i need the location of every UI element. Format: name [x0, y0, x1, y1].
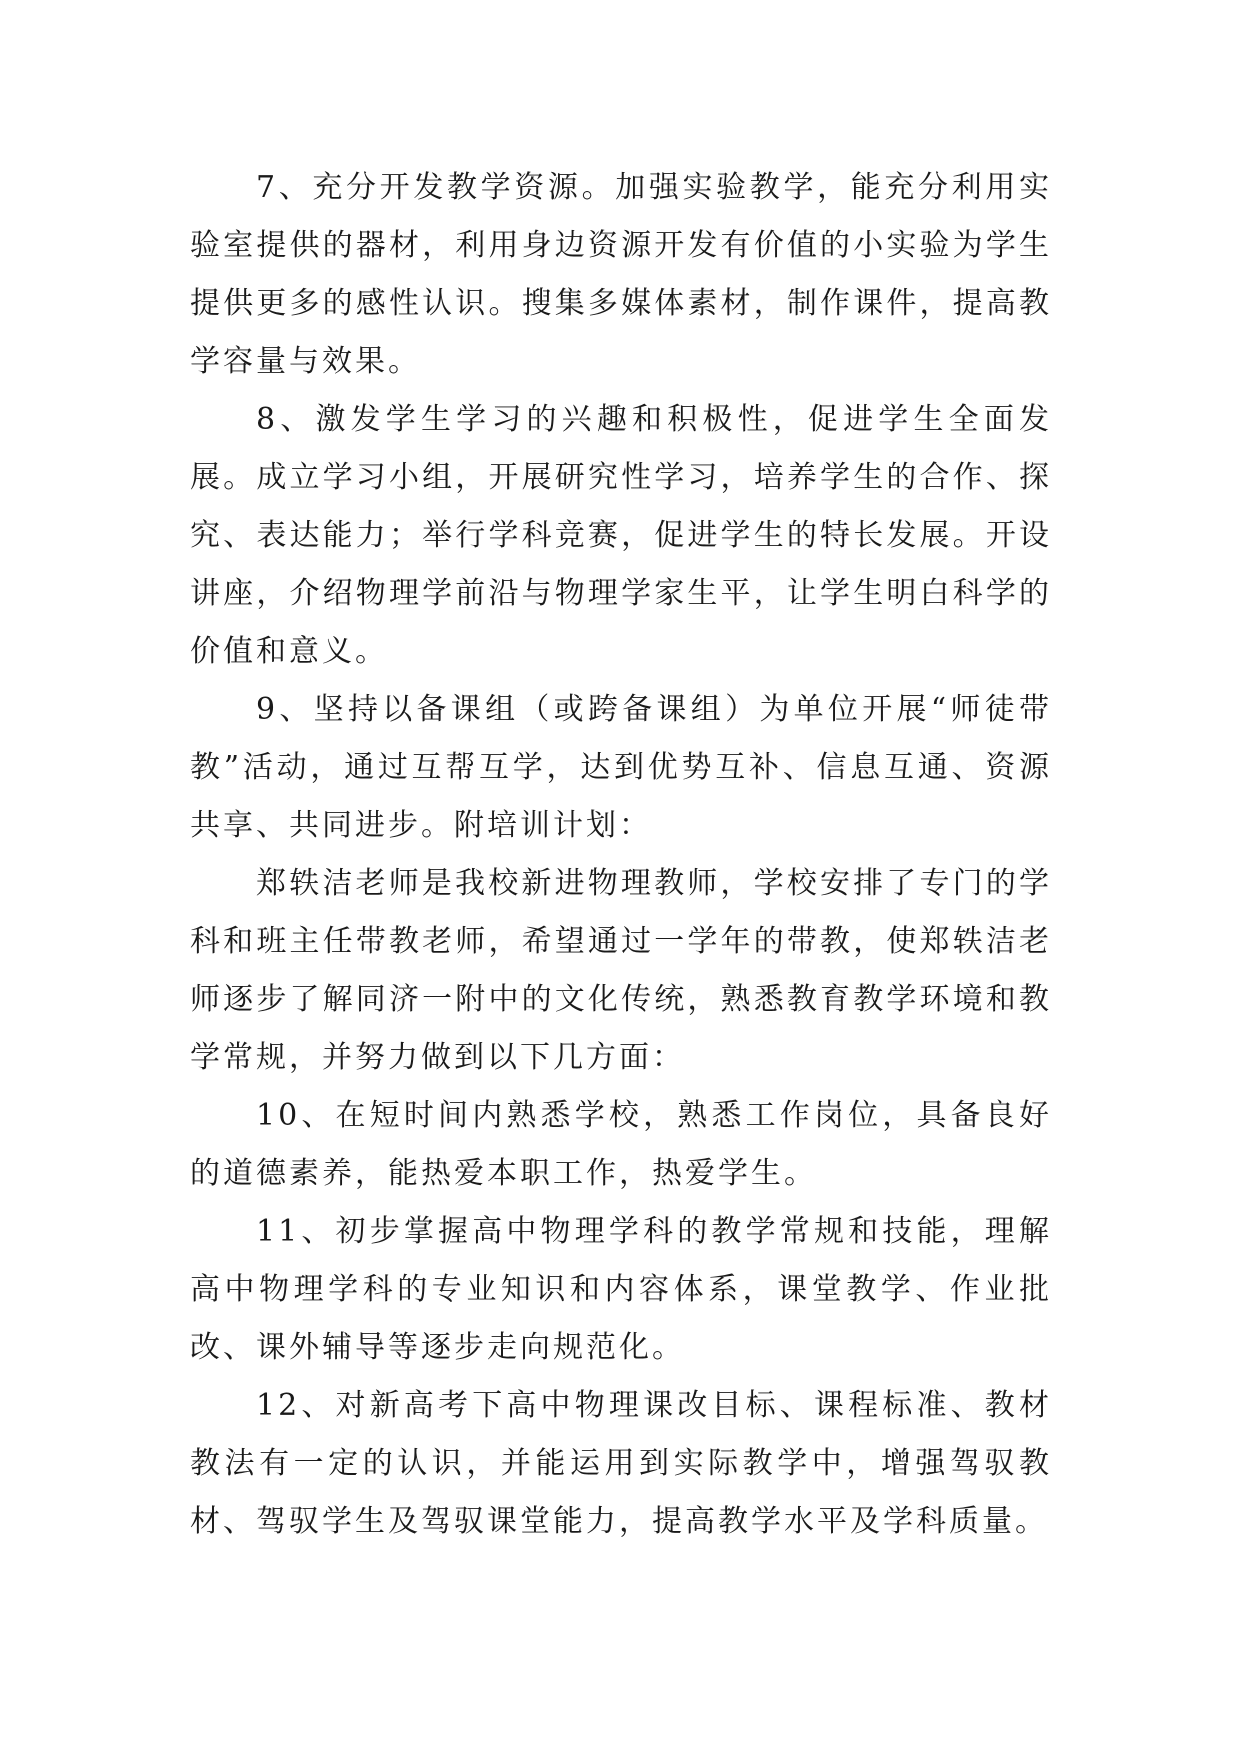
document-body: [190, 159, 1052, 1551]
paragraph-item-11: 11、初步掌握高中物理学科的教学常规和技能，理解高中物理学科的专业知识和内容体系，课堂教学、作业批改、课外辅导等逐步走向规范化。: [190, 1214, 1052, 1365]
paragraph-item-7: 7、充分开发教学资源。加强实验教学，能充分利用实验室提供的器材，利用身边资源开发有价值的小实验为学生提供更多的感性认识。搜集多媒体素材，制作课件，提高教学容量与效果。: [190, 170, 1052, 379]
paragraph-training-plan: 郑轶洁老师是我校新进物理教师，学校安排了专门的学科和班主任带教老师，希望通过一学年的带教，使郑轶洁老师逐步了解同济一附中的文化传统，熟悉教育教学环境和教学常规，并努力做到以下几方面：: [190, 866, 1052, 1075]
paragraph-item-10: 10、在短时间内熟悉学校，熟悉工作岗位，具备良好的道德素养，能热爱本职工作，热爱学生。: [190, 1098, 1052, 1191]
paragraph-item-9: 9、坚持以备课组（或跨备课组）为单位开展“师徒带教”活动，通过互帮互学，达到优势互补、信息互通、资源共享、共同进步。附培训计划：: [190, 692, 1052, 843]
paragraph-item-8: 8、激发学生学习的兴趣和积极性，促进学生全面发展。成立学习小组，开展研究性学习，培养学生的合作、探究、表达能力；举行学科竞赛，促进学生的特长发展。开设讲座，介绍物理学前沿与物理学家生平，让学生明白科学的价值和意义。: [190, 402, 1052, 669]
paragraph-item-12: 12、对新高考下高中物理课改目标、课程标准、教材教法有一定的认识，并能运用到实际教学中，增强驾驭教材、驾驭学生及驾驭课堂能力，提高教学水平及学科质量。: [190, 1388, 1052, 1539]
